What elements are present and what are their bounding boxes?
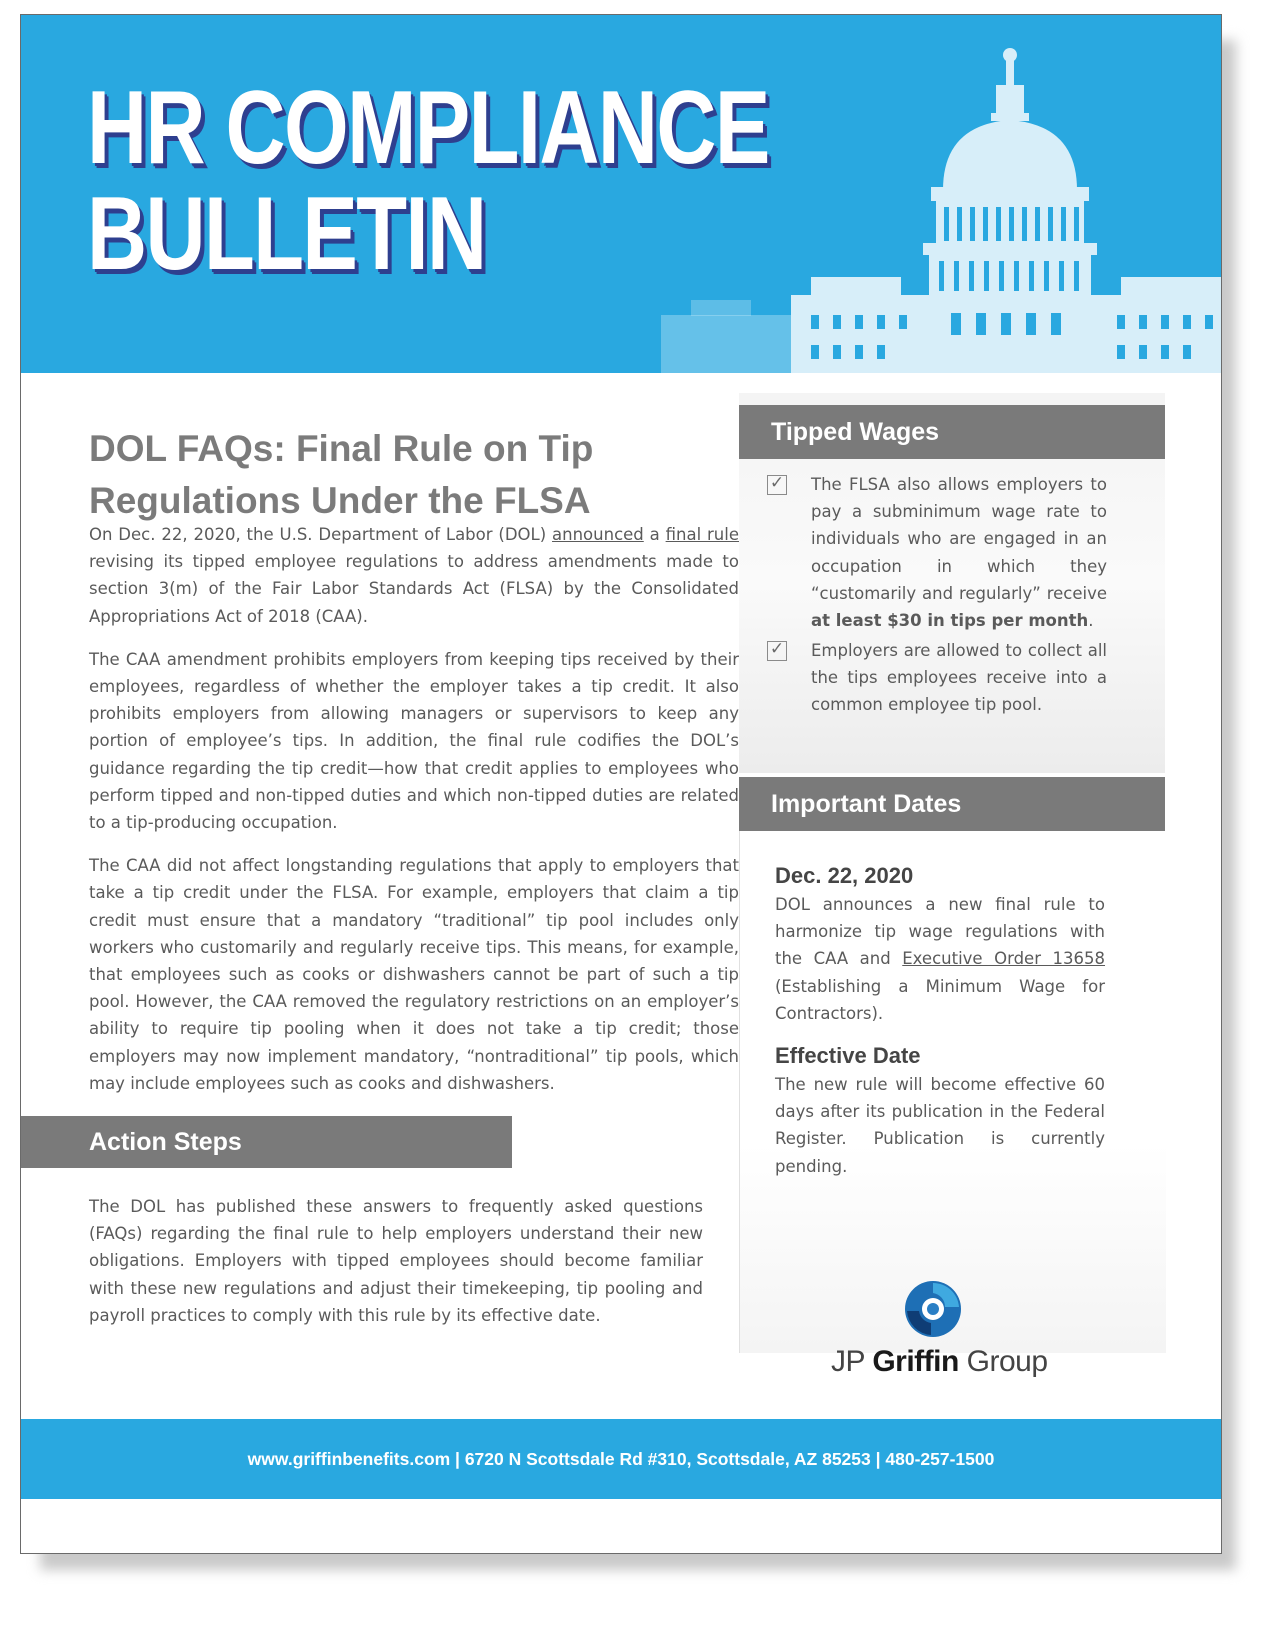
tipped-wages-heading [739, 405, 1165, 459]
logo-wordmark [831, 1345, 1048, 1379]
footer-contact-text[interactable]: www.griffinbenefits.com | 6720 N Scottsdale Rd #310, Scottsdale, AZ 85253 | 480-257-1500 [247, 1448, 995, 1469]
item1-text-c: . [1088, 611, 1094, 631]
article-paragraph-2: The CAA amendment prohibits employers from keeping tips received by their employees, regardless of whether the employer takes a tip credit. It also prohibits employers from allowing managers or supervisors to keep any portion of employee’s tips. In addition, the final rule codifies the DOL’s guidance regarding the tip credit—how that credit applies to employees who perform tipped and non-tipped duties and which non-tipped duties are related to a tip-producing occupation. [89, 649, 739, 833]
p1-text-c: revising its tipped employee regulations to address amendments made to section 3(m) of the Fair Labor Standards Act (FLSA) by the Consolidated Appropriations Act of 2018 (CAA). [89, 552, 739, 626]
action-steps-heading [21, 1116, 512, 1168]
article-paragraph-1 [89, 521, 739, 630]
bulletin-title [87, 70, 769, 292]
tipped-wages-heading-text: Tipped Wages [771, 417, 940, 446]
important-dates-heading [739, 777, 1165, 831]
swirl-logo-icon [901, 1277, 965, 1341]
footer-bar [21, 1419, 1221, 1499]
item1-text-a: The FLSA also allows employers to pay a subminimum wage rate to individuals who are engaged in an occupation in which they “customarily and regularly” receive [811, 475, 1107, 603]
bulletin-title-line2: BULLETIN [87, 176, 486, 292]
tipped-wages-item-1-text [811, 471, 1107, 634]
logo-suffix: Group [958, 1345, 1048, 1378]
date1-text [775, 891, 1105, 1027]
date2-text: The new rule will become effective 60 days after its publication in the Federal Register. Publication is currently pending. [775, 1075, 1105, 1176]
important-dates-heading-text: Important Dates [771, 789, 962, 818]
action-steps-text: The DOL has published these answers to frequently asked questions (FAQs) regarding the final rule to help employers understand their new obligations. Employers with tipped employees should become familiar with these new regulations and adjust their timekeeping, tip pooling and payroll practices to comply with this rule by its effective date. [89, 1197, 703, 1325]
logo-bold: Griffin [872, 1345, 959, 1378]
article-body [89, 521, 739, 1113]
checkbox-icon: ✓ [767, 641, 787, 661]
jp-griffin-logo [811, 1277, 1051, 1387]
executive-order-link[interactable]: Executive Order 13658 [902, 949, 1106, 969]
bulletin-page [20, 14, 1222, 1554]
date2-title: Effective Date [775, 1043, 921, 1068]
action-steps-heading-text: Action Steps [89, 1127, 242, 1156]
announced-link[interactable]: announced [552, 525, 644, 544]
article-title: DOL FAQs: Final Rule on Tip Regulations Under the FLSA [89, 428, 594, 521]
p1-text-a: On Dec. 22, 2020, the U.S. Department of Labor (DOL) [89, 525, 553, 544]
checkbox-icon: ✓ [767, 475, 787, 495]
item1-text-bold: at least $30 in tips per month [811, 611, 1089, 631]
date1-text-a: DOL announces a new final rule to harmonize tip wage regulations with the CAA and [775, 895, 1105, 969]
article-paragraph-3: The CAA did not affect longstanding regulations that apply to employers that take a tip credit under the FLSA. For example, employers that claim a tip credit must ensure that a mandatory “traditional” tip pool includes only workers who customarily and regularly receive tips. This means, for example, that employees such as cooks or dishwashers cannot be part of such a tip pool. However, the CAA removed the regulatory restrictions on an employer’s ability to require tip pooling when it does not take a tip credit; those employers may now implement mandatory, “nontraditional” tip pools, which may include employees such as cooks and dishwashers. [89, 856, 739, 1093]
date1-text-b: (Establishing a Minimum Wage for Contractors). [775, 976, 1105, 1023]
date1-title: Dec. 22, 2020 [775, 863, 914, 888]
header-banner [21, 15, 1221, 373]
logo-prefix: JP [831, 1345, 873, 1378]
sidebar [739, 393, 1165, 1353]
p1-text-b: a [643, 525, 666, 544]
final-rule-link[interactable]: final rule [665, 525, 739, 544]
bulletin-title-line1: HR COMPLIANCE [87, 70, 769, 186]
tipped-wages-item-1 [767, 471, 1127, 634]
tipped-wages-item-2 [767, 637, 1127, 719]
tipped-wages-item-2-text: Employers are allowed to collect all the tips employees receive into a common employee tip pool. [811, 641, 1107, 715]
